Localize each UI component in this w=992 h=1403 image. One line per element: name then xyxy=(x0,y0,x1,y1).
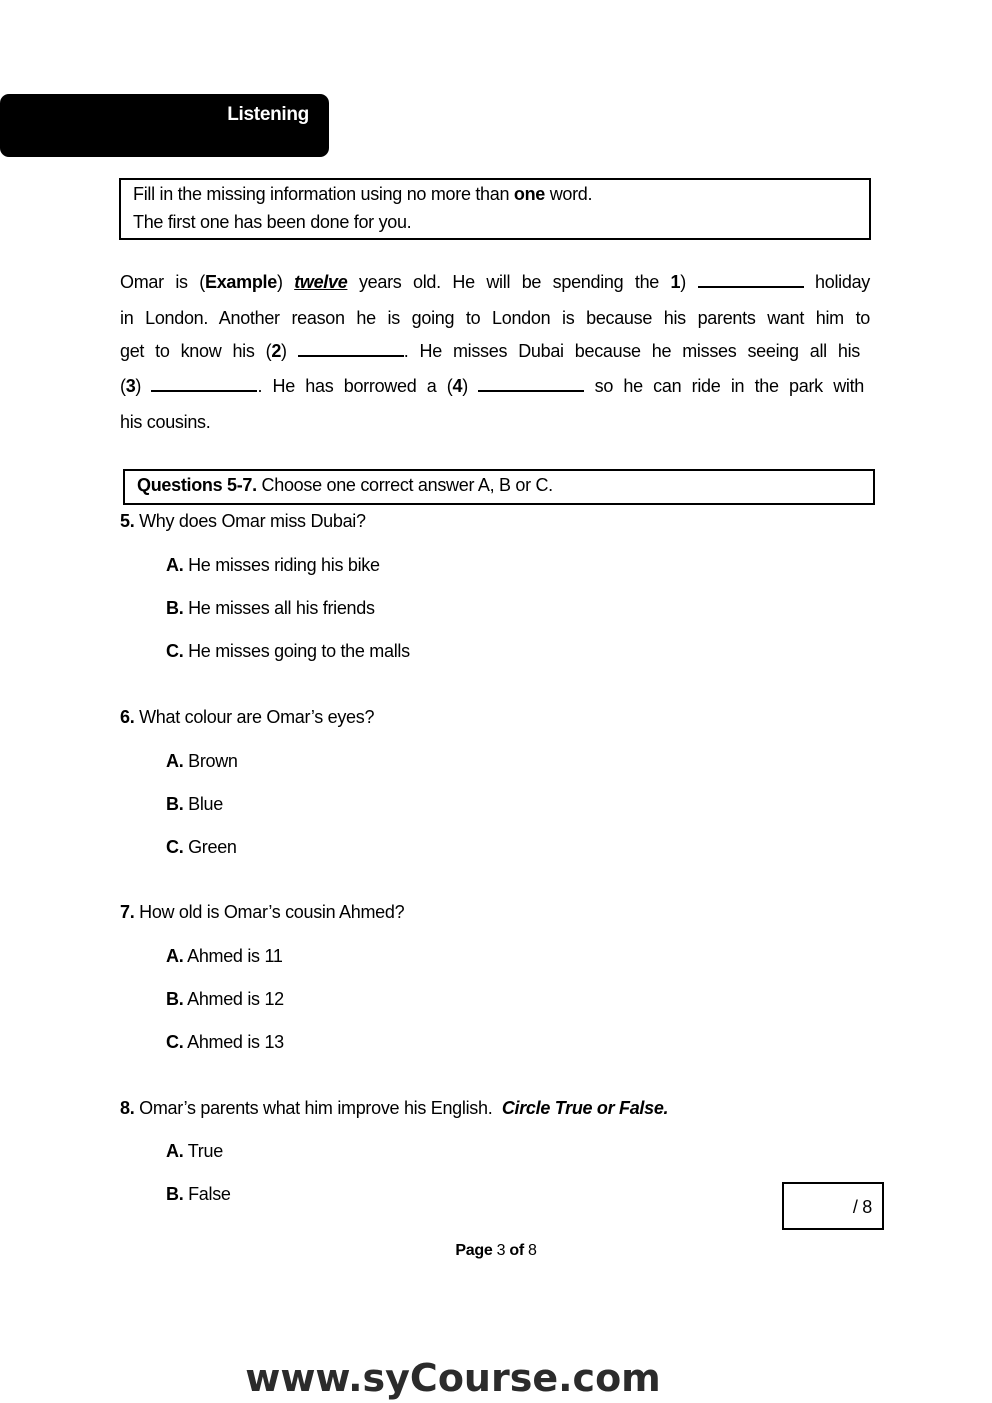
option-text: True xyxy=(183,1141,223,1161)
text: word. xyxy=(545,184,593,204)
option-8a[interactable] xyxy=(166,1141,223,1162)
option-letter: C. xyxy=(166,1032,184,1052)
page-label: Page xyxy=(455,1242,493,1259)
page-number xyxy=(0,1242,992,1260)
option-letter: A. xyxy=(166,946,184,966)
text: ) xyxy=(135,376,142,396)
option-7b[interactable] xyxy=(166,989,284,1010)
text: Fill in the missing information using no more than xyxy=(133,184,514,204)
option-text: He misses riding his bike xyxy=(183,555,380,575)
question-text: What colour are Omar’s eyes? xyxy=(134,707,375,727)
question-text: How old is Omar’s cousin Ahmed? xyxy=(134,902,405,922)
text: Choose one correct answer A, B or C. xyxy=(256,475,553,495)
paragraph-line xyxy=(120,271,870,293)
option-text: Green xyxy=(183,837,237,857)
option-letter: C. xyxy=(166,837,184,857)
text: so he can ride in the park with xyxy=(594,376,865,396)
paragraph-line xyxy=(120,375,864,397)
mcq-header-bold: Questions 5-7. xyxy=(137,475,257,495)
option-text: False xyxy=(183,1184,231,1204)
question-7 xyxy=(120,902,404,923)
question-6 xyxy=(120,707,374,728)
example-answer: twelve xyxy=(294,272,348,292)
of-label: of xyxy=(509,1242,524,1259)
question-number: 8. xyxy=(120,1098,135,1118)
option-text: Ahmed is 12 xyxy=(183,989,284,1009)
text: ) xyxy=(281,341,287,361)
option-text: Brown xyxy=(183,751,238,771)
example-label: Example xyxy=(204,272,277,292)
option-letter: B. xyxy=(166,794,184,814)
blank-1[interactable] xyxy=(698,272,804,288)
question-instruction: Circle True or False. xyxy=(501,1098,669,1118)
instructions-box xyxy=(119,178,871,240)
text: ) xyxy=(276,272,295,292)
score-box xyxy=(782,1182,884,1230)
question-number: 7. xyxy=(120,902,135,922)
text: ) xyxy=(680,272,686,292)
option-letter: A. xyxy=(166,555,184,575)
option-letter: C. xyxy=(166,641,184,661)
question-number: 6. xyxy=(120,707,135,727)
current-page: 3 xyxy=(496,1242,506,1259)
text: ( xyxy=(120,376,126,396)
option-5c[interactable] xyxy=(166,641,410,662)
watermark: www.syCourse.com xyxy=(245,1356,661,1400)
blank-4[interactable] xyxy=(478,376,584,392)
option-letter: B. xyxy=(166,989,184,1009)
option-text: Ahmed is 11 xyxy=(183,946,283,966)
instruction-line-1 xyxy=(133,184,592,205)
text: get to know his ( xyxy=(120,341,272,361)
question-5 xyxy=(120,511,366,532)
total-pages: 8 xyxy=(528,1242,537,1259)
option-5a[interactable] xyxy=(166,555,380,576)
option-5b[interactable] xyxy=(166,598,375,619)
score-total: / 8 xyxy=(852,1197,872,1217)
blank-2[interactable] xyxy=(298,341,404,357)
section-title: Listening xyxy=(227,104,309,125)
text: Omar is ( xyxy=(120,272,205,292)
mcq-header-box xyxy=(123,469,875,505)
section-banner xyxy=(0,94,329,157)
option-6c[interactable] xyxy=(166,837,237,858)
question-8 xyxy=(120,1098,668,1119)
blank-3[interactable] xyxy=(151,376,257,392)
option-letter: B. xyxy=(166,598,184,618)
option-letter: B. xyxy=(166,1184,184,1204)
option-text: He misses going to the malls xyxy=(183,641,410,661)
text: years old. He will be spending the xyxy=(347,272,671,292)
option-7a[interactable] xyxy=(166,946,283,967)
instruction-line-2: The first one has been done for you. xyxy=(133,212,412,232)
blank-number: 3 xyxy=(125,376,136,396)
option-6b[interactable] xyxy=(166,794,223,815)
text: ) xyxy=(462,376,468,396)
question-text: Why does Omar miss Dubai? xyxy=(134,511,366,531)
option-text: Blue xyxy=(183,794,223,814)
paragraph-line: his cousins. xyxy=(120,412,211,432)
paragraph-line: in London. Another reason he is going to London is because his parents want him to xyxy=(120,308,870,328)
blank-number: 1 xyxy=(670,272,681,292)
text: . He misses Dubai because he misses seeing all his xyxy=(403,341,860,361)
blank-number: 2 xyxy=(271,341,282,361)
mcq-header xyxy=(137,475,553,496)
text: holiday xyxy=(815,272,870,292)
option-text: Ahmed is 13 xyxy=(183,1032,284,1052)
text: . He has borrowed a ( xyxy=(257,376,453,396)
option-text: He misses all his friends xyxy=(183,598,375,618)
option-8b[interactable] xyxy=(166,1184,231,1205)
option-7c[interactable] xyxy=(166,1032,284,1053)
emphasis: one xyxy=(513,184,545,204)
blank-number: 4 xyxy=(452,376,463,396)
option-letter: A. xyxy=(166,1141,184,1161)
paragraph-line xyxy=(120,340,860,362)
option-6a[interactable] xyxy=(166,751,238,772)
option-letter: A. xyxy=(166,751,184,771)
question-text: Omar’s parents what him improve his English. xyxy=(134,1098,502,1118)
question-number: 5. xyxy=(120,511,135,531)
